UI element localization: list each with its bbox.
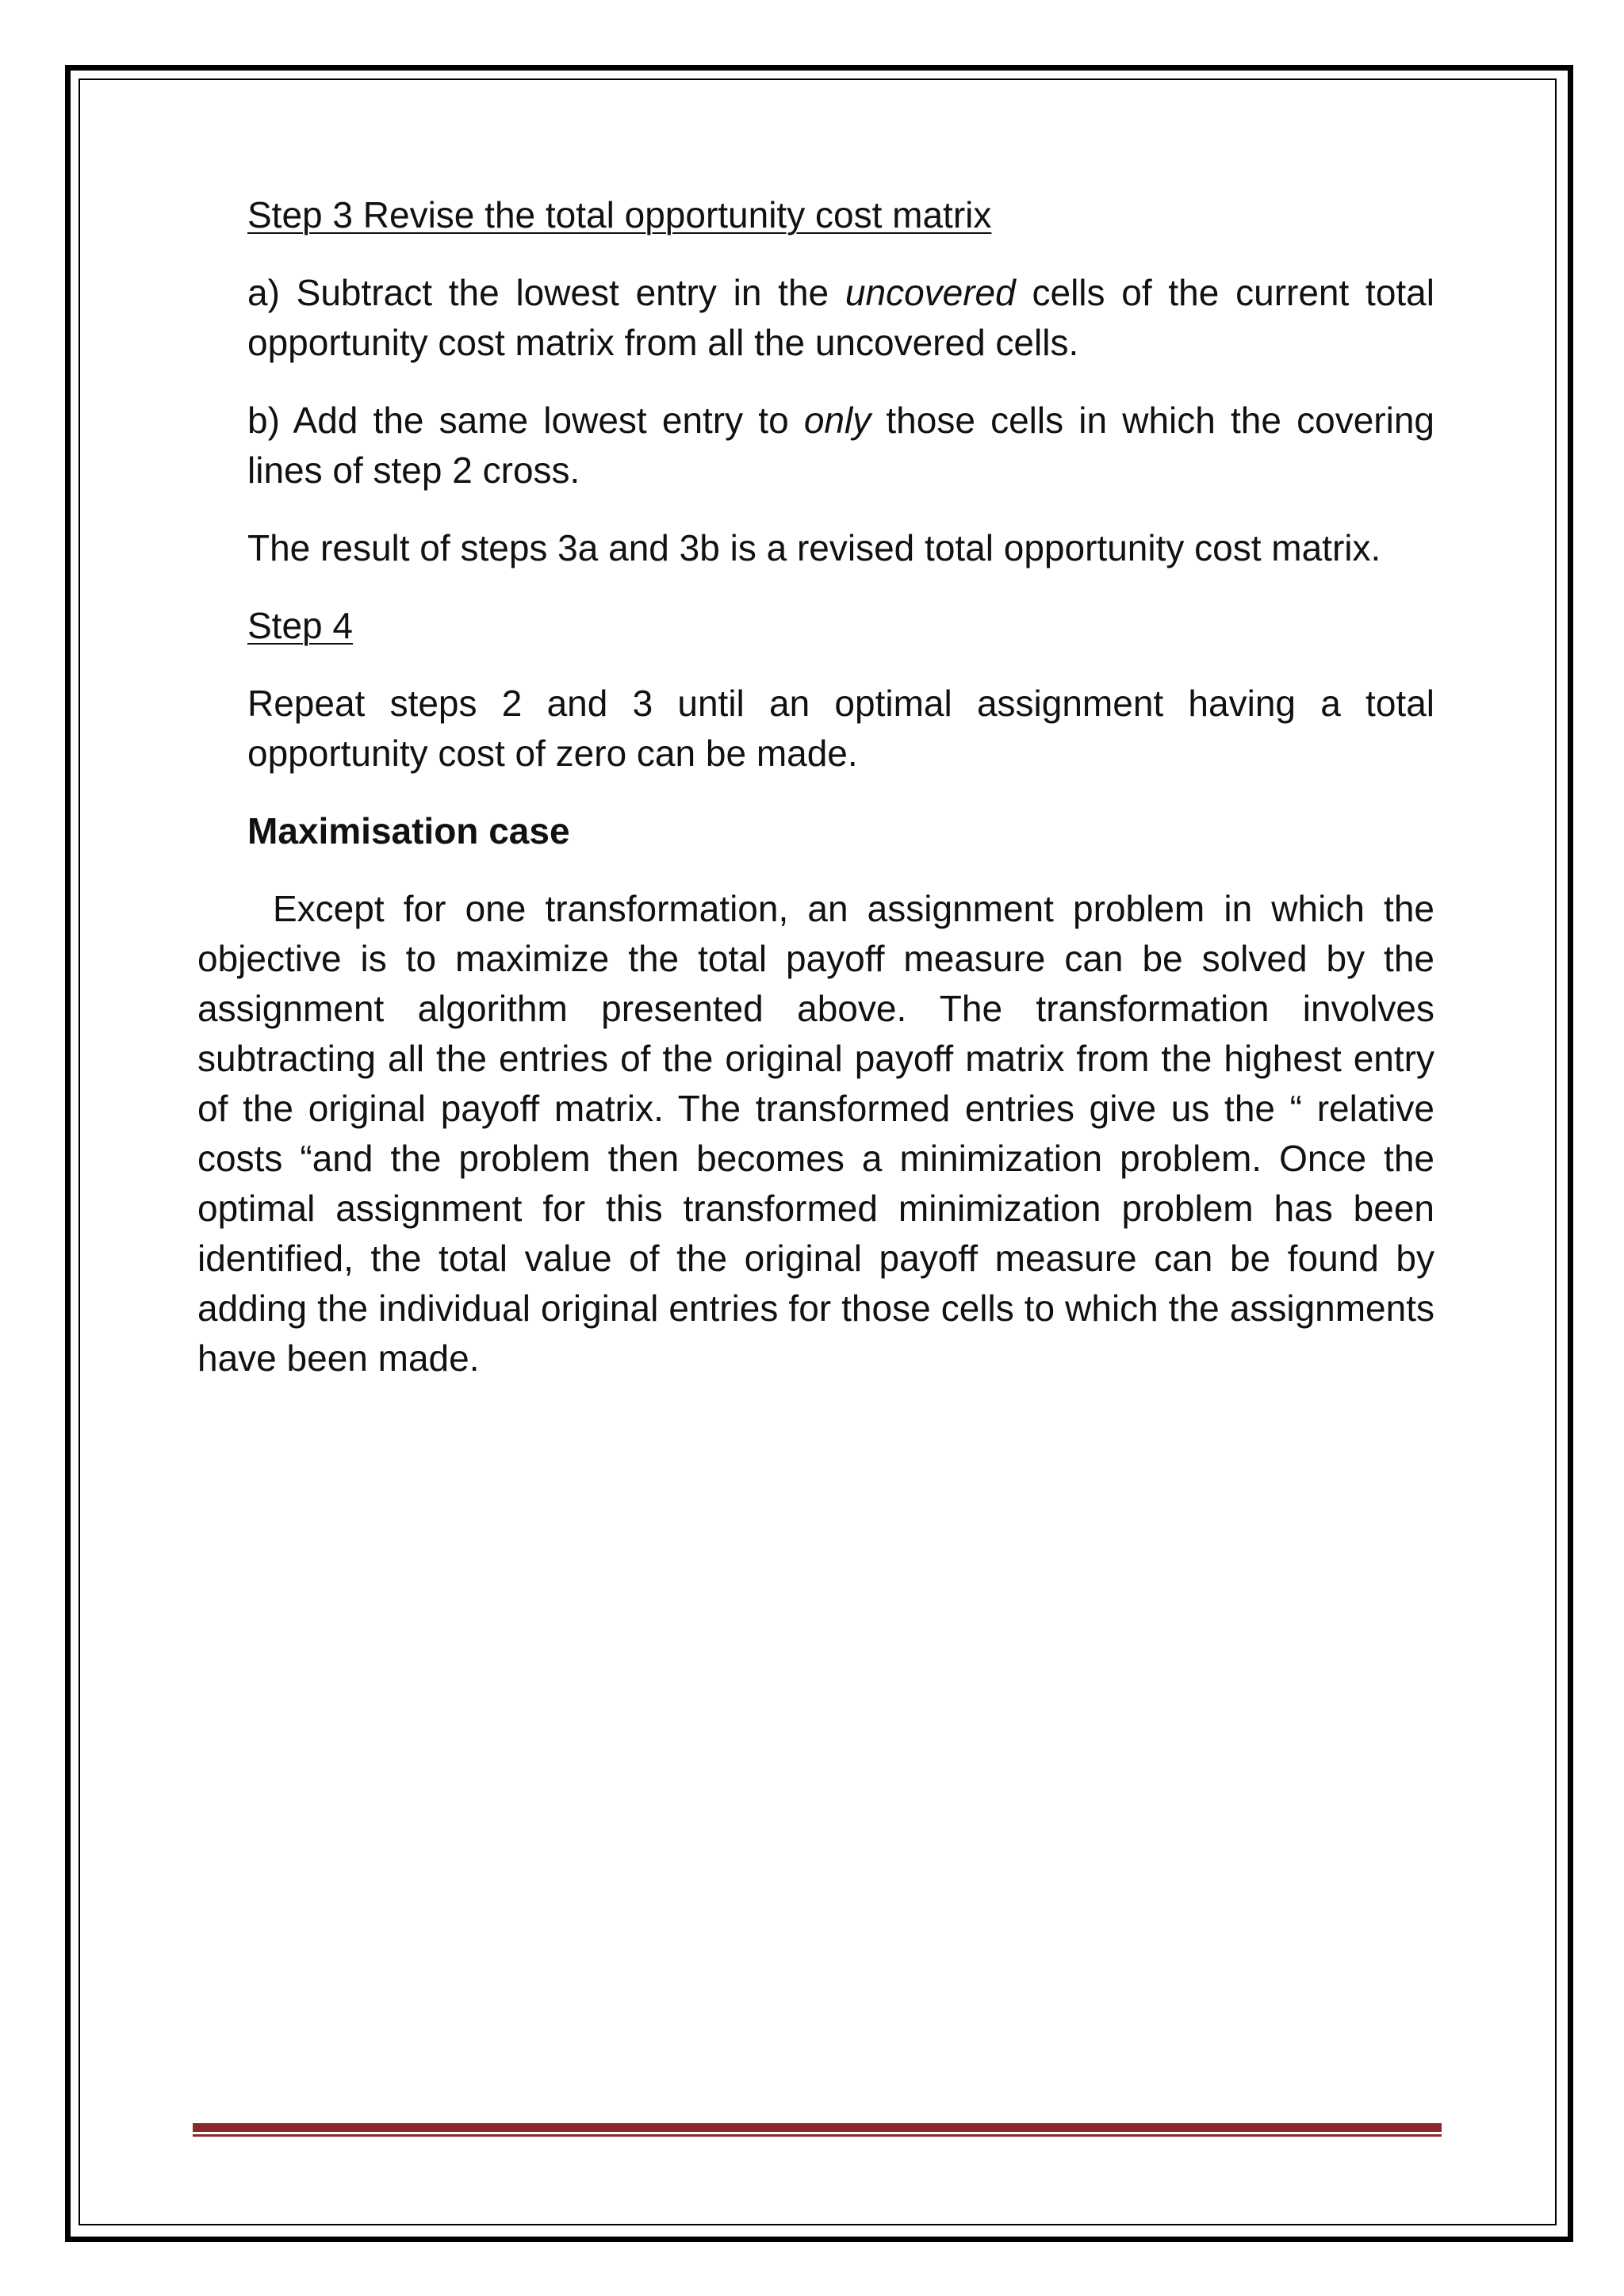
step3-section [247, 190, 1434, 573]
step3-heading: Step 3 Revise the total opportunity cost matrix [247, 194, 992, 235]
step3-item-b [247, 396, 1434, 496]
maximisation-heading: Maximisation case [247, 810, 570, 851]
footer-rule-thick [193, 2123, 1442, 2132]
step3-item-a-text-end: cells of the current total opportunity cost matrix from all the uncovered cells. [247, 272, 1434, 363]
step3-item-b-text-end: those cells in which the covering lines of step 2 cross. [247, 400, 1434, 491]
step3-item-b-text: b) Add the same lowest entry to [247, 400, 804, 441]
footer-rule-thin [193, 2134, 1442, 2137]
step4-text: Repeat steps 2 and 3 until an optimal assignment having a total opportunity cost of zero can be made. [247, 683, 1434, 774]
step3-result: The result of steps 3a and 3b is a revised total opportunity cost matrix. [247, 527, 1381, 568]
step3-item-a-emphasis: uncovered [845, 272, 1016, 313]
step4-section [247, 601, 1434, 779]
step3-item-a-text: a) Subtract the lowest entry in the [247, 272, 845, 313]
step4-heading: Step 4 [247, 605, 353, 646]
step3-item-b-emphasis: only [803, 400, 871, 441]
page-content [197, 190, 1434, 1383]
step3-item-a [247, 268, 1434, 368]
maximisation-heading-wrap [247, 806, 1434, 856]
maximisation-body: Except for one transformation, an assignment problem in which the objective is to maximize the total payoff measure can be solved by the assignment algorithm presented above. The transformation involves subtracting all the entries of the original payoff matrix from the highest entry of the original payoff matrix. The transformed entries give us the “ relative costs “and the problem then becomes a minimization problem. Once the optimal assignment for this transformed minimization problem has been identified, the total value of the original payoff measure can be found by adding the individual original entries for those cells to which the assignments have been made. [197, 888, 1434, 1379]
